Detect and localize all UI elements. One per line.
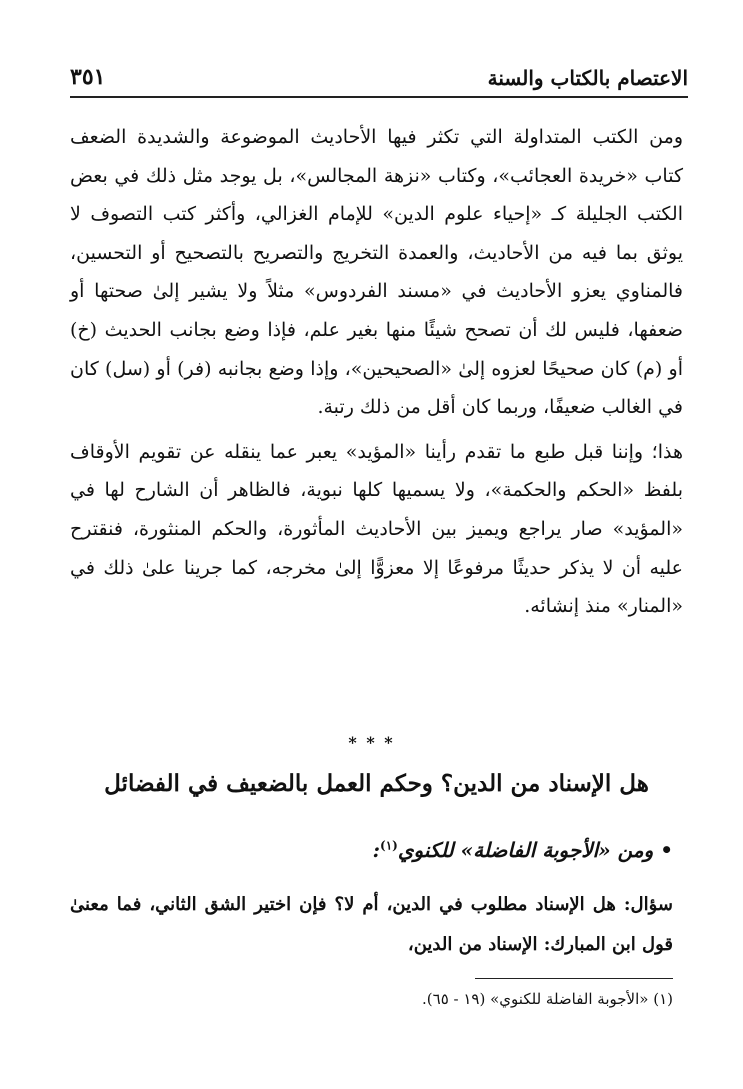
page-header — [70, 58, 688, 98]
footnote-divider — [475, 978, 673, 979]
paragraph: ومن الكتب المتداولة التي تكثر فيها الأحاديث الموضوعة والشديدة الضعف كتاب «خريدة العجائب»، وكتاب «نزهة المجالس»، بل يوجد مثل ذلك في بعض الكتب الجليلة كـ «إحياء علوم الدين» للإمام الغزالي، وأكثر كتب التصوف لا يوثق بما فيه من الأحاديث، والعمدة التخريج والتصريح بالتصحيح أو التحسين، فالمناوي يعزو الأحاديث في «مسند الفردوس» مثلاً ولا يشير إلىٰ صحتها أو ضعفها، فليس لك أن تصحح شيئًا منها بغير علم، فإذا وضع بجانب الحديث (خ) أو (م) كان صحيحًا لعزوه إلىٰ «الصحيحين»، وإذا وضع بجانبه (فر) أو (سل) كان في الغالب ضعيفًا، وربما كان أقل من ذلك رتبة. — [70, 126, 683, 419]
footnote: (١) «الأجوبة الفاضلة للكنوي» (١٩ - ٦٥). — [422, 990, 673, 1008]
page-number: ٣٥١ — [70, 64, 106, 90]
source-text: ومن «الأجوبة الفاضلة» للكنوي — [397, 838, 654, 862]
running-title: الاعتصام بالكتاب والسنة — [487, 66, 688, 90]
source-suffix: : — [372, 838, 380, 862]
main-text — [70, 118, 683, 626]
section-heading: هل الإسناد من الدين؟ وحكم العمل بالضعيف في الفضائل — [104, 770, 649, 797]
question-paragraph: سؤال: هل الإسناد مطلوب في الدين، أم لا؟ فإن اختير الشق الثاني، فما معنىٰ قول ابن المبارك: الإسناد من الدين، — [70, 894, 673, 955]
paragraph: هذا؛ وإننا قبل طبع ما تقدم رأينا «المؤيد» يعبر عما ينقله عن تقويم الأوقاف بلفظ «الحكم والحكمة»، ولا يسميها كلها نبوية، فالظاهر أن الشارح لها في «المؤيد» صار يراجع ويميز بين الأحاديث المأثورة، والحكم المنثورة، فنقترح عليه أن لا يذكر حديثًا مرفوعًا إلا معزوًّا إلىٰ مخرجه، كما جرينا علىٰ ذلك في «المنار» منذ إنشائه. — [70, 440, 683, 618]
source-line — [70, 838, 673, 862]
question-text — [70, 885, 673, 965]
section-separator: * * * — [348, 733, 395, 752]
bullet-icon: • — [660, 838, 673, 862]
footnote-mark: (١) — [380, 838, 398, 853]
